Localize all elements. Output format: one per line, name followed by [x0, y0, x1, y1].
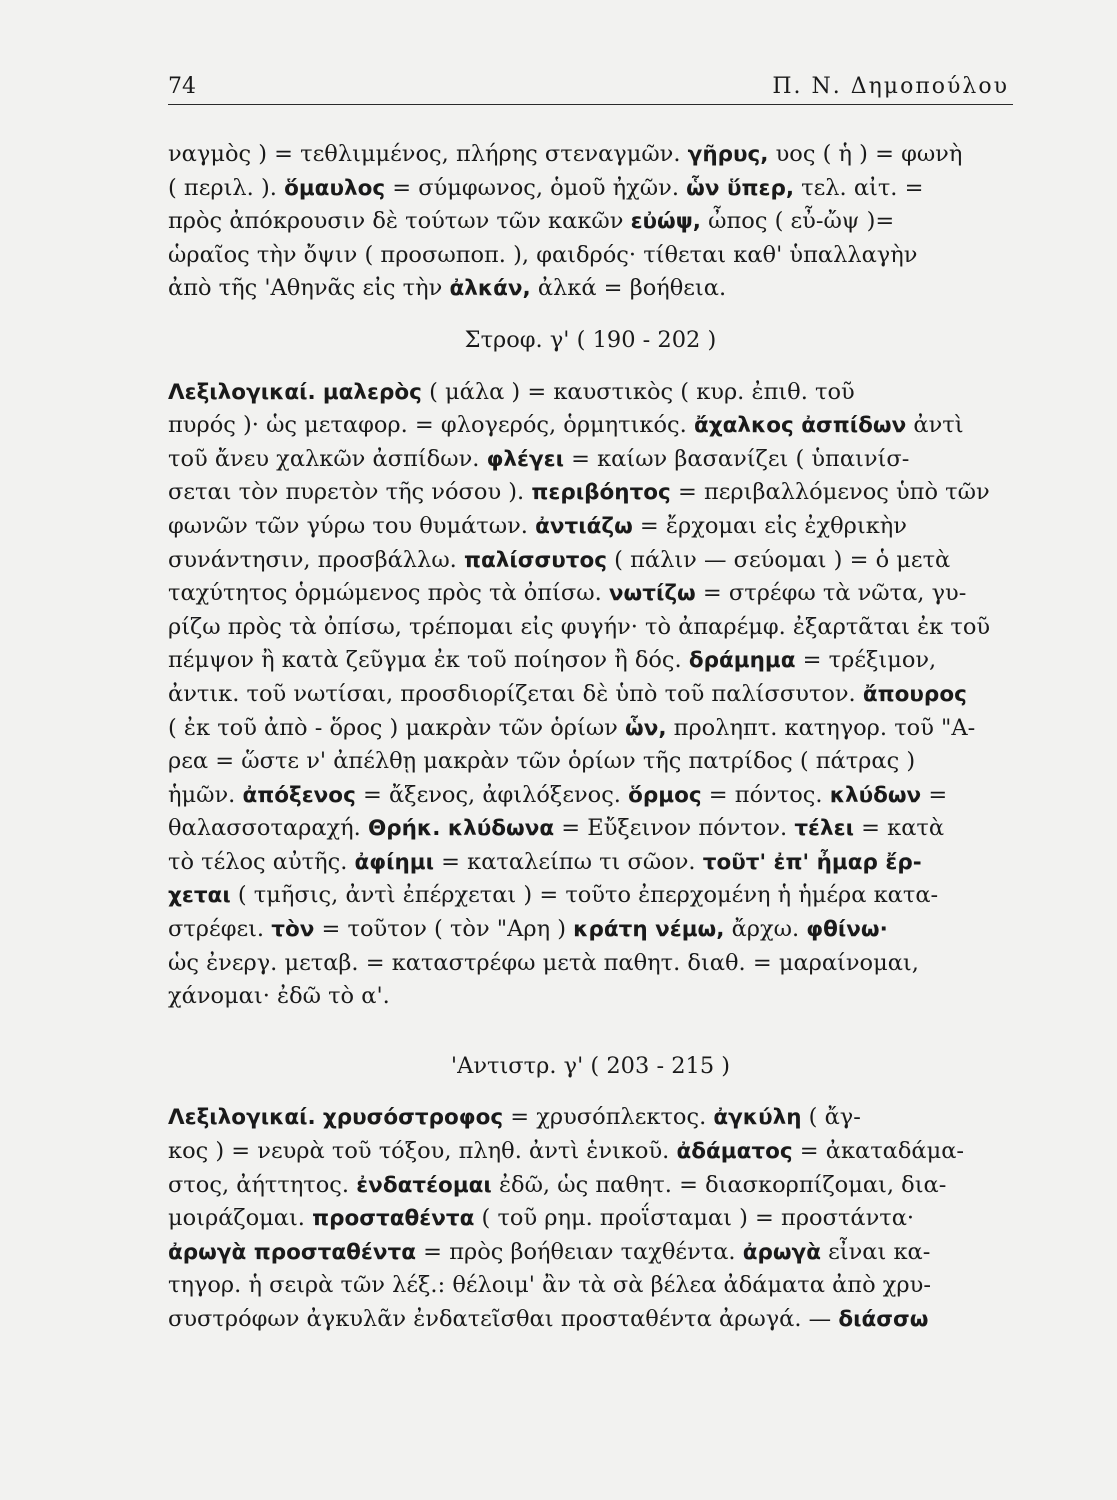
text-run: ( ἐκ τοῦ ἀπὸ - ὅρος ) μακρὰν τῶν ὁρίων: [168, 714, 626, 741]
headword: ἀλκάν,: [449, 276, 531, 302]
text-run: τηγορ. ἡ σειρὰ τῶν λέξ.: θέλοιμ' ἂν τὰ σὰ βέλεα ἀδάματα ἀπὸ χρυ-: [168, 1272, 931, 1299]
text-run: υος ( ἡ ) = φωνὴ: [768, 141, 963, 167]
text-run: [316, 379, 323, 405]
text-line: [168, 510, 1013, 544]
text-run: = κατὰ: [853, 815, 945, 842]
text-run: ἀπὸ τῆς 'Αθηνᾶς εἰς τὴν: [168, 275, 450, 302]
headword: ἀντιάζω: [535, 513, 633, 539]
text-run: ρίζω πρὸς τὰ ὀπίσω, τρέπομαι εἰς φυγήν· τὸ ἀπαρέμφ. ἐξαρτᾶται ἐκ τοῦ: [168, 613, 991, 640]
text-run: ( μάλα ) = καυστικὸς ( κυρ. ἐπιθ. τοῦ: [421, 378, 855, 405]
text-run: = τρέξιμον,: [795, 647, 937, 674]
text-line: [168, 779, 1013, 813]
headword: ἀγκύλη: [713, 1105, 802, 1131]
text-run: = τοῦτον ( τὸν "Αρη ): [314, 916, 574, 943]
headword: παλίσσυτος: [463, 547, 607, 573]
text-line: [168, 205, 1013, 239]
text-line: [168, 409, 1013, 443]
headword: ἄχαλκος ἀσπίδων: [693, 413, 907, 439]
text-run: σεται τὸν πυρετὸν τῆς νόσου ).: [168, 479, 532, 506]
text-run: [316, 1104, 323, 1130]
text-line: [168, 812, 1013, 846]
headword: ὧν ὕπερ,: [686, 175, 795, 201]
text-run: ( τμῆσις, ἀντὶ ἐπέρχεται ) = τοῦτο ἐπερχομένη ἡ ἡμέρα κατα-: [230, 882, 939, 909]
text-run: πρὸς ἀπόκρουσιν δὲ τούτων τῶν κακῶν: [168, 208, 631, 235]
headword: ὧν,: [625, 715, 667, 741]
headword: ἐνδατέομαι: [356, 1172, 492, 1198]
text-run: φωνῶν τῶν γύρω του θυμάτων.: [168, 512, 536, 539]
text-line: [168, 443, 1013, 477]
text-run: συνάντησιν, προσβάλλω.: [168, 546, 464, 573]
text-run: = καίων βασανίζει ( ὑπαινίσ-: [563, 445, 910, 472]
headword: ἀφίημι: [354, 849, 434, 875]
text-run: ναγμὸς ) = τεθλιμμένος, πλήρης στεναγμῶν.: [168, 141, 688, 167]
headword: χρυσόστροφος: [322, 1105, 504, 1131]
text-line: [168, 745, 1013, 779]
headword: φλέγει: [486, 446, 564, 472]
text-run: τοῦ ἄνευ χαλκῶν ἀσπίδων.: [168, 445, 487, 472]
text-line: [168, 1101, 1013, 1135]
text-run: χάνομαι· ἐδῶ τὸ α'.: [168, 983, 390, 1010]
text-line: [168, 947, 1013, 981]
text-run: στρέφει.: [168, 916, 272, 943]
text-run: τὸ τέλος αὐτῆς.: [168, 848, 355, 875]
text-run: ( τοῦ ρημ. προΐσταμαι ) = προστάντα·: [474, 1205, 915, 1232]
text-run: = ἀκαταδάμα-: [792, 1138, 965, 1165]
headword: ὅμαυλος: [284, 175, 386, 201]
text-line: [168, 913, 1013, 947]
text-run: ( πάλιν — σεύομαι ) = ὁ μετὰ: [607, 546, 951, 573]
section-gap: [168, 1032, 1013, 1050]
text-run: = ἔρχομαι εἰς ἐχθρικὴν: [632, 512, 907, 539]
section-gap: [168, 306, 1013, 324]
text-run: = σύμφωνος, ὁμοῦ ἠχῶν.: [385, 174, 687, 201]
text-run: εἶναι κα-: [820, 1238, 931, 1265]
text-line: [168, 1236, 1013, 1270]
text-line: [168, 544, 1013, 578]
text-line: [168, 879, 1013, 913]
text-line: [168, 239, 1013, 273]
text-line: [168, 1202, 1013, 1236]
headword: ἀρωγὰ προσταθέντα: [168, 1239, 417, 1265]
text-run: ( περιλ. ).: [168, 174, 285, 201]
text-run: τελ. αἰτ. =: [794, 174, 924, 201]
headword: τοῦτ' ἐπ' ἦμαρ ἔρ-: [702, 849, 922, 875]
text-run: πυρός )· ὡς μεταφορ. = φλογερός, ὁρμητικός.: [168, 412, 694, 439]
text-run: ἄρχω.: [724, 916, 807, 943]
headword: ἄπουρος: [862, 681, 967, 707]
headword: μαλερὸς: [322, 379, 422, 405]
text-line: [168, 678, 1013, 712]
text-run: θαλασσοταραχή.: [168, 815, 368, 842]
headword: ὅρμος: [628, 782, 702, 808]
page-number: 74: [168, 74, 196, 99]
text-line: [168, 644, 1013, 678]
text-run: = χρυσόπλεκτος.: [503, 1104, 714, 1131]
headword: φθίνω·: [806, 917, 888, 943]
text-line: [168, 1303, 1013, 1337]
text-line: [168, 1169, 1013, 1203]
text-run: κος ) = νευρὰ τοῦ τόξου, πληθ. ἀντὶ ἑνικοῦ.: [168, 1138, 677, 1165]
running-head: Π. Ν. Δημοπούλου: [772, 74, 1009, 99]
text-line: [168, 846, 1013, 880]
headword: χεται: [168, 883, 231, 909]
text-run: ὡς ἐνεργ. μεταβ. = καταστρέφω μετὰ παθητ. διαθ. = μαραίνομαι,: [168, 949, 919, 976]
text-line: [168, 980, 1013, 1014]
headword: διάσσω: [838, 1307, 929, 1332]
text-run: =: [921, 781, 948, 808]
section-gap: [168, 358, 1013, 376]
headword: γῆρυς,: [687, 142, 769, 167]
headword: Λεξιλογικαί.: [168, 379, 316, 405]
section-heading: Στροφ. γ' ( 190 - 202 ): [464, 326, 717, 353]
text-run: = καταλείπω τι σῶον.: [434, 848, 703, 875]
headword: προσταθέντα: [312, 1206, 475, 1232]
body-text: [168, 138, 1013, 1337]
text-run: ἀντικ. τοῦ νωτίσαι, προσδιορίζεται δὲ ὑπὸ τοῦ παλίσσυτον.: [168, 680, 863, 707]
text-line: [168, 611, 1013, 645]
headword: περιβόητος: [531, 480, 671, 506]
headword: Θρήκ. κλύδωνα: [367, 816, 555, 842]
text-run: ( ἄγ-: [801, 1104, 861, 1131]
text-line: [168, 272, 1013, 306]
text-run: = πόντος.: [701, 781, 830, 808]
headword: τέλει: [794, 816, 854, 842]
text-run: = Εὔξεινον πόντον.: [554, 815, 795, 842]
text-run: ἡμῶν.: [168, 781, 243, 808]
text-run: ρεα = ὥστε ν' ἀπέλθῃ μακρὰν τῶν ὁρίων τῆς πατρίδος ( πάτρας ): [168, 748, 916, 775]
text-line: [168, 172, 1013, 206]
text-line: [168, 476, 1013, 510]
text-run: μοιράζομαι.: [168, 1205, 313, 1232]
headword: ἀδάματος: [676, 1139, 793, 1165]
text-run: ἀντὶ: [906, 412, 964, 439]
section-heading: 'Αντιστρ. γ' ( 203 - 215 ): [450, 1052, 731, 1079]
headword: εὐώψ,: [630, 209, 701, 235]
page-header: [168, 70, 1013, 105]
text-line: [168, 1135, 1013, 1169]
text-run: = στρέφω τὰ νῶτα, γυ-: [695, 580, 967, 607]
text-line: [168, 376, 1013, 410]
headword: Λεξιλογικαί.: [168, 1105, 316, 1131]
text-run: συστρόφων ἀγκυλᾶν ἐνδατεῖσθαι προσταθέντα ἀρωγά. —: [168, 1306, 839, 1332]
text-line: [168, 712, 1013, 746]
headword: τὸν: [271, 917, 315, 943]
text-run: προληπτ. κατηγορ. τοῦ "Α-: [666, 714, 976, 741]
text-run: στος, ἀήττητος.: [168, 1171, 357, 1198]
headword: νωτίζω: [608, 581, 696, 607]
section-gap: [168, 1014, 1013, 1032]
text-run: = πρὸς βοήθειαν ταχθέντα.: [416, 1238, 743, 1265]
text-line: [168, 577, 1013, 611]
headword: ἀρωγὰ: [742, 1239, 821, 1265]
text-line: [168, 138, 1013, 172]
headword: κλύδων: [829, 782, 922, 808]
headword: κράτη νέμω,: [573, 917, 725, 943]
section-gap: [168, 1083, 1013, 1101]
text-run: ἐδῶ, ὡς παθητ. = διασκορπίζομαι, δια-: [491, 1171, 947, 1198]
text-run: ταχύτητος ὁρμώμενος πρὸς τὰ ὀπίσω.: [168, 580, 609, 607]
text-run: ἀλκά = βοήθεια.: [530, 275, 727, 302]
text-run: = ἄξενος, ἀφιλόξενος.: [355, 781, 629, 808]
text-run: = περιβαλλόμενος ὑπὸ τῶν: [670, 479, 990, 506]
headword: δράμημα: [688, 648, 796, 674]
headword: ἀπόξενος: [242, 782, 356, 808]
text-line: [168, 1269, 1013, 1303]
text-run: ὡραῖος τὴν ὄψιν ( προσωποπ. ), φαιδρός· τίθεται καθ' ὑπαλλαγὴν: [168, 241, 918, 268]
text-run: πέμψον ἢ κατὰ ζεῦγμα ἐκ τοῦ ποίησον ἢ δός.: [168, 647, 689, 674]
text-run: ὦπος ( εὖ-ὤψ )=: [700, 208, 895, 235]
